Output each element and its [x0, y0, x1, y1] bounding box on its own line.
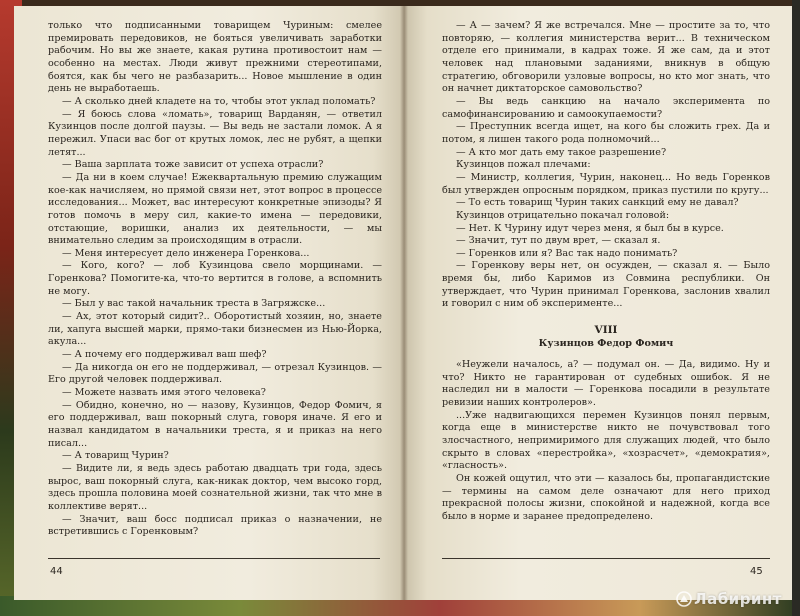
- right-paragraph: «Неужели началось, а? — подумал он. — Да, видимо. Ну и что? Никто не гарантирован от судебных ошибок. Я не наследил ни в малости — Горенкова посадили в результате ревизии наших контролеров».: [442, 359, 770, 409]
- left-paragraph: — Да ни в коем случае! Ежеквартальную премию служащим кое-как начисляем, но прямой связи нет, этот вопрос в процессе исследования... Может, вас интересуют конкретные эпизоды? Я готов помочь в меру сил, какие-то имена — передовики, отстающие, воришки, анализ их деятельности, — мы внимательно следим за происходящим в отрасли.: [48, 171, 382, 247]
- book-gutter: [400, 6, 408, 600]
- labirint-logo-icon: [676, 591, 692, 607]
- right-page: [404, 6, 792, 600]
- right-paragraph: — А кто мог дать ему такое разрешение?: [456, 146, 667, 158]
- left-page: [14, 6, 404, 600]
- left-paragraph: — Был у вас такой начальник треста в Загряжске...: [62, 298, 326, 310]
- left-paragraph: только что подписанными товарищем Чуриным: смелее премировать передовиков, не бояться увеличивать заработки рабочим. Но вы же знаете, какая рутина противостоит нам — особенно на местах. Люди живут прежними стереотипами, боятся, как бы чего не разбазарить... Новое мышление в один день не выработаешь.: [48, 20, 382, 95]
- left-paragraph: — А сколько дней кладете на то, чтобы этот уклад поломать?: [62, 95, 376, 107]
- chapter-title: Кузинцов Федор Фомич: [538, 338, 674, 350]
- right-paragraph: — Нет. К Чурину идут через меня, я был бы в курсе.: [456, 222, 724, 234]
- right-paragraph: — Преступник всегда ищет, на кого бы сложить грех. Да и потом, я лишен такого рода полномочий...: [442, 121, 770, 145]
- right-paragraph: — Значит, тут по двум врет, — сказал я.: [456, 235, 661, 247]
- left-paragraph: — Ваша зарплата тоже зависит от успеха отрасли?: [62, 159, 324, 171]
- left-paragraph: — Ах, этот который сидит?.. Оборотистый хозяин, но, знаете ли, хапуга высшей марки, прямо-таки бизнесмен из Нью-Йорка, акула...: [48, 311, 382, 348]
- right-paragraph: Кузинцов отрицательно покачал головой:: [456, 209, 670, 221]
- left-paragraph: — Обидно, конечно, но — назову, Кузинцов, Федор Фомич, я его поддерживал, ваш покорный слуга, говоря иначе. Я его и назвал кандидатом в начальники треста, я и приказ на него писал...: [48, 399, 382, 449]
- chapter-number: VIII: [594, 324, 618, 337]
- book-cover-edge-right: [792, 0, 800, 616]
- right-paragraph: Он кожей ощутил, что эти — казалось бы, пропагандистские — термины на самом деле означают для него приход прекрасной полосы жизни, спокойной и надежной, когда все было в норме и заранее предопределено.: [442, 473, 770, 522]
- right-paragraph: Кузинцов пожал плечами:: [456, 159, 591, 171]
- left-footer-rule: [48, 558, 380, 559]
- right-footer-rule: [442, 558, 770, 559]
- watermark-text: Лабиринт: [694, 590, 782, 608]
- right-page-text: [442, 20, 770, 524]
- right-paragraph: — Министр, коллегия, Чурин, наконец... Но ведь Горенков был утвержден опросным порядком, приказ пустили по кругу...: [442, 171, 770, 196]
- watermark: [676, 590, 782, 608]
- left-page-number: 44: [50, 566, 63, 577]
- right-paragraph: — Горенкову веры нет, он осужден, — сказал я. — Было время бы, либо Каримов из Совмина республики. Он утверждает, что Чурин принимал Горенкова, заслонив хвалил и говорил с ним об эксперименте...: [442, 260, 770, 310]
- left-paragraph: — А товарищ Чурин?: [62, 450, 169, 462]
- right-paragraph: — Горенков или я? Вас так надо понимать?: [456, 247, 678, 259]
- left-paragraph: — Да никогда он его не поддерживал, — отрезал Кузинцов. — Его другой человек поддерживал.: [48, 361, 382, 386]
- right-paragraph: — Вы ведь санкцию на начало эксперимента по самофинансированию и самоокупаемости?: [442, 95, 770, 120]
- right-paragraph: — А — зачем? Я же встречался. Мне — простите за то, что повторяю, — коллегия министерства верит... В техническом отделе его принимали, в кадрах тоже. Я же сам, да и этот человек над плановыми заданиями, вникнув в общую стратегию, обговорили узловые вопросы, но кто мог знать, что он начнет диктаторское самовольство?: [442, 20, 770, 95]
- left-page-text: [48, 20, 382, 539]
- left-paragraph: — Меня интересует дело инженера Горенкова...: [62, 247, 310, 259]
- left-paragraph: — Значит, ваш босс подписал приказ о назначении, не встретившись с Горенковым?: [48, 513, 382, 538]
- right-page-number: 45: [750, 566, 763, 577]
- left-paragraph: — А почему его поддерживал ваш шеф?: [62, 349, 267, 361]
- left-paragraph: — Видите ли, я ведь здесь работаю двадцать три года, здесь вырос, ваш покорный слуга, как-никак доктор, чем высоко горд, здесь прошла половина моей сознательной жизни, так что мне в коллективе верят...: [48, 462, 382, 512]
- left-paragraph: — Я боюсь слова «ломать», товарищ Варданян, — ответил Кузинцов после долгой паузы. — Вы ведь не застали ломок. А я пережил. Упаси вас бог от крутых ломок, лес не рубят, а щепки летят...: [48, 108, 382, 158]
- right-paragraph: ...Уже надвигающихся перемен Кузинцов понял первым, когда еще в министерстве никто не почувствовал того злосчастного, непримиримого для служащих людей, что было скрыто в словах «перестройка», «хозрасчет», «демократия», «гласность».: [442, 409, 770, 472]
- right-paragraph: — То есть товарищ Чурин таких санкций ему не давал?: [456, 197, 739, 209]
- left-paragraph: — Кого, кого? — лоб Кузинцова свело морщинами. — Горенкова? Помогите-ка, что-то вертится в голове, а вспомнить не могу.: [48, 260, 382, 297]
- left-paragraph: — Можете назвать имя этого человека?: [62, 387, 266, 399]
